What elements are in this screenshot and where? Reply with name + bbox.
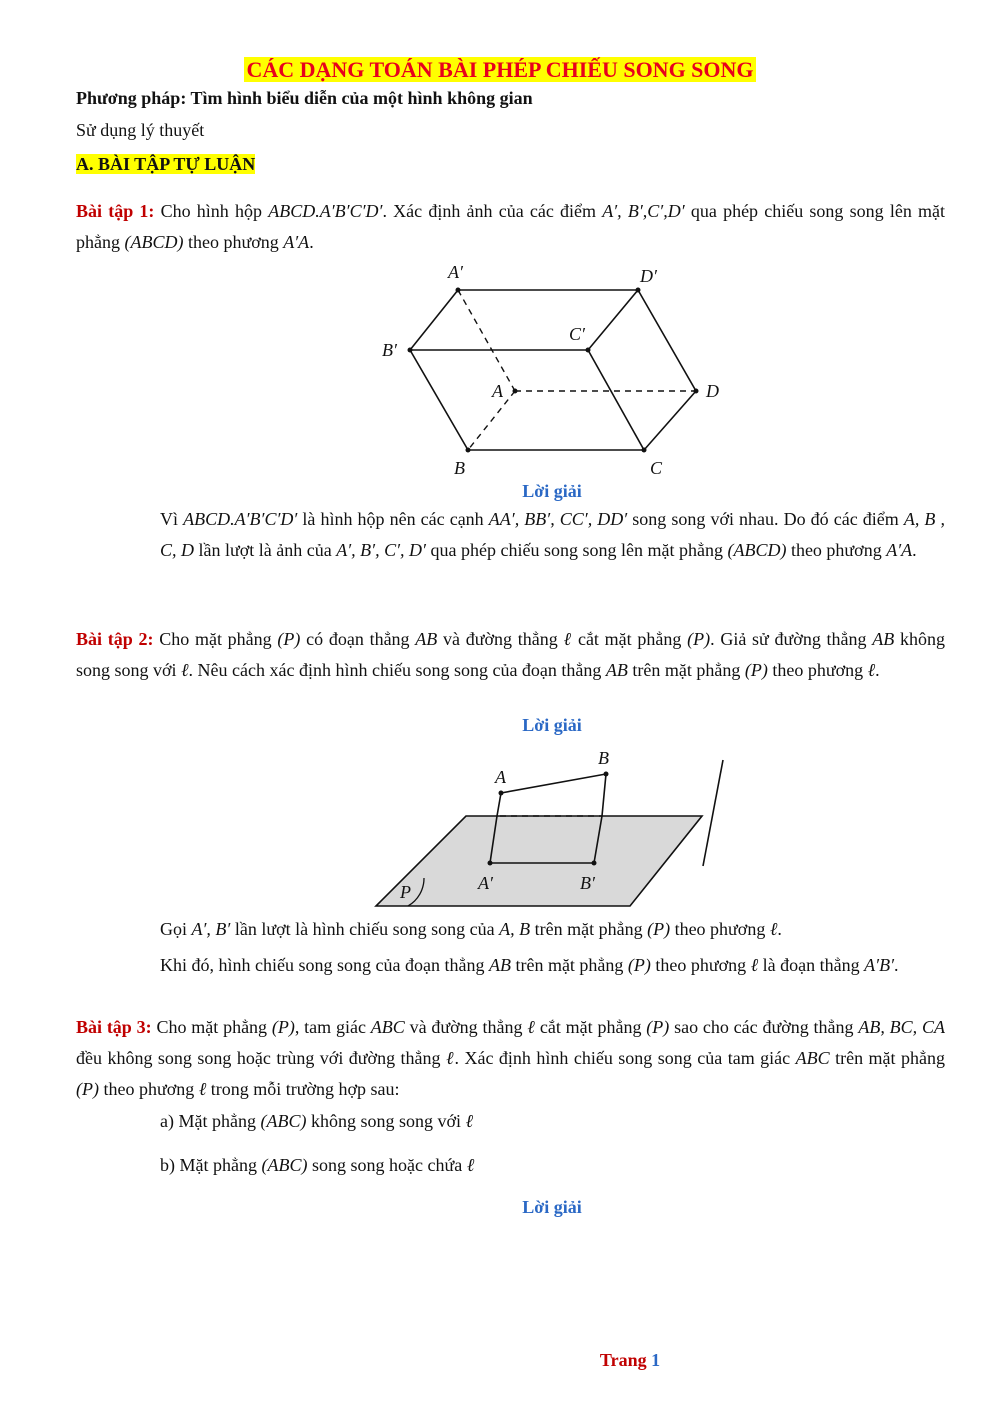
text: trên mặt phẳng [829,1048,946,1068]
text: . [875,660,880,680]
text: . Nêu cách xác định hình chiếu song song của đoạn thẳng [188,660,606,680]
text: theo phương [650,955,751,975]
vertex-label: A [492,381,503,401]
math: ℓ [527,1017,536,1037]
math: A′, B′ [191,919,231,939]
math: (P) [277,629,301,649]
edge [638,290,696,391]
math: A′, B′, C′, D′ [336,540,426,560]
vertex-label: B [454,458,465,478]
edge [588,290,638,350]
text: sao cho các đường thẳng [669,1017,859,1037]
text: trên mặt phẳng [530,919,648,939]
math: (P) [271,1017,295,1037]
projection-line [602,774,606,816]
vertex-point [456,288,461,293]
text: trong mỗi trường hợp sau: [206,1079,400,1099]
math: AA′, BB′, CC′, DD′ [488,509,628,529]
text: theo phương [183,232,284,252]
math: ABC [795,1048,830,1068]
math: AB, BC, CA [858,1017,945,1037]
text: có đoạn thẳng [300,629,416,649]
text: và đường thẳng [437,629,564,649]
text: không song song với [306,1111,466,1131]
math: AB [488,955,511,975]
page-title-text: CÁC DẠNG TOÁN BÀI PHÉP CHIẾU SONG SONG [246,57,754,82]
math: A′B′ [864,955,895,975]
text: Cho mặt phẳng [153,629,278,649]
point-label: B′ [580,873,595,893]
text: cắt mặt phẳng [572,629,688,649]
math: ℓ [769,919,778,939]
math: ABC [370,1017,405,1037]
math: ℓ [563,629,573,649]
vertex-label: C′ [569,324,585,344]
math: AB [605,660,628,680]
text: . [912,540,917,560]
text: theo phương [786,540,887,560]
math: A, B , C, D [160,509,945,560]
text: theo phương [670,919,770,939]
text: là đoạn thẳng [758,955,865,975]
text: đều không song song hoặc trùng với đường thẳng [76,1048,447,1068]
vertex-point [513,389,518,394]
page-footer [560,1350,700,1371]
math: (P) [744,660,768,680]
math: ABCD.A′B′C′D′ [268,201,383,221]
vertex-point [642,448,647,453]
point-label: A′ [478,873,493,893]
text: Gọi [160,919,192,939]
text: Khi đó, hình chiếu song song của đoạn thẳng [160,955,489,975]
point-ap [488,861,493,866]
vertex-label: B′ [382,340,397,360]
text: và đường thẳng [404,1017,528,1037]
edge [410,350,468,450]
page-title [0,56,1000,84]
math: (P) [646,1017,670,1037]
math: (ABCD) [124,232,184,252]
solution-3-heading: Lời giải [522,1197,582,1217]
exercise-1-label: Bài tập 1: [76,201,155,221]
footer-page-word: Trang [599,1350,647,1370]
text: . [894,955,899,975]
footer-page-number: 1 [651,1350,661,1370]
projection-line [497,793,501,816]
text: theo phương [767,660,868,680]
math: (ABCD) [727,540,787,560]
text: theo phương [98,1079,199,1099]
vertex-label: D [706,381,719,401]
projection-figure [370,742,740,912]
exercise-2-label: Bài tập 2: [76,629,154,649]
point-b [604,772,609,777]
vertex-point [636,288,641,293]
exercise-3-statement [76,1012,945,1105]
math: A′, B′,C′,D′ [602,201,685,221]
math: (P) [687,629,711,649]
exercise-2-statement [76,624,945,686]
point-bp [592,861,597,866]
math: ℓ [465,1111,473,1131]
vertex-point [466,448,471,453]
math: A′A [283,232,310,252]
math: ABCD.A′B′C′D′ [183,509,298,529]
line-l [703,760,723,866]
vertex-label: D′ [640,266,657,286]
exercise-3-label: Bài tập 3: [76,1017,152,1037]
text: . [309,232,314,252]
text: Cho hình hộp [154,201,269,221]
text: trên mặt phẳng [627,660,745,680]
text: qua phép chiếu song song lên mặt phẳng [76,201,946,252]
method-line: Phương pháp: Tìm hình biểu diễn của một hình không gian [76,88,533,108]
exercise-3-case-a [160,1106,945,1137]
math: ℓ [867,660,876,680]
text: , tam giác [294,1017,371,1037]
vertex-point [694,389,699,394]
edge [410,290,458,350]
math: (P) [647,919,671,939]
text: Cho mặt phẳng [151,1017,272,1037]
math: A, B [499,919,531,939]
math: ℓ [446,1048,455,1068]
point-label: B [598,748,609,768]
hidden-edge [458,290,515,391]
text: lần lượt là hình chiếu song song của [230,919,500,939]
text: . [777,919,782,939]
text: . Xác định ảnh của các điểm [382,201,603,221]
text: là hình hộp nên các cạnh [297,509,489,529]
plane-p [376,816,702,906]
math: (ABC) [261,1155,308,1175]
theory-line: Sử dụng lý thuyết [76,120,205,140]
solution-2-line-2 [160,950,945,981]
section-heading-text: A. BÀI TẬP TỰ LUẬN [76,154,256,174]
text: trên mặt phẳng [510,955,628,975]
solution-2-heading: Lời giải [522,715,582,735]
vertex-label: C [650,458,663,478]
text: . Xác định hình chiếu song song của tam giác [454,1048,796,1068]
math: AB [872,629,895,649]
point-label: A [495,767,506,787]
text: song song hoặc chứa [307,1155,467,1175]
vertex-point [586,348,591,353]
text: cắt mặt phẳng [535,1017,647,1037]
parallelepiped-figure [370,258,740,483]
math: ℓ [466,1155,475,1175]
exercise-1-statement [76,196,945,258]
math: (P) [627,955,651,975]
math: A′A [886,540,913,560]
vertex-point [408,348,413,353]
math: AB [415,629,438,649]
solution-1-heading: Lời giải [522,481,582,501]
math: ℓ [198,1079,207,1099]
text: qua phép chiếu song song lên mặt phẳng [426,540,728,560]
text: a) Mặt phẳng [160,1111,261,1131]
text: Vì [160,509,184,529]
segment-ab [501,774,606,793]
math: ℓ [181,660,189,680]
exercise-3-case-b [160,1150,945,1181]
text: b) Mặt phẳng [160,1155,262,1175]
point-a [499,791,504,796]
edge [588,350,644,450]
section-heading [76,152,255,176]
math: ℓ [750,955,759,975]
edge [644,391,696,450]
math: (P) [76,1079,99,1099]
text: song song với nhau. Do đó các điểm [627,509,904,529]
solution-2-line-1 [160,914,945,945]
solution-1-text [160,504,945,566]
text: không song song với [76,629,946,680]
math: (ABC) [260,1111,307,1131]
text: . Giả sử đường thẳng [710,629,873,649]
vertex-label: A′ [448,262,463,282]
plane-label: P [400,882,411,902]
text: lần lượt là ảnh của [194,540,337,560]
